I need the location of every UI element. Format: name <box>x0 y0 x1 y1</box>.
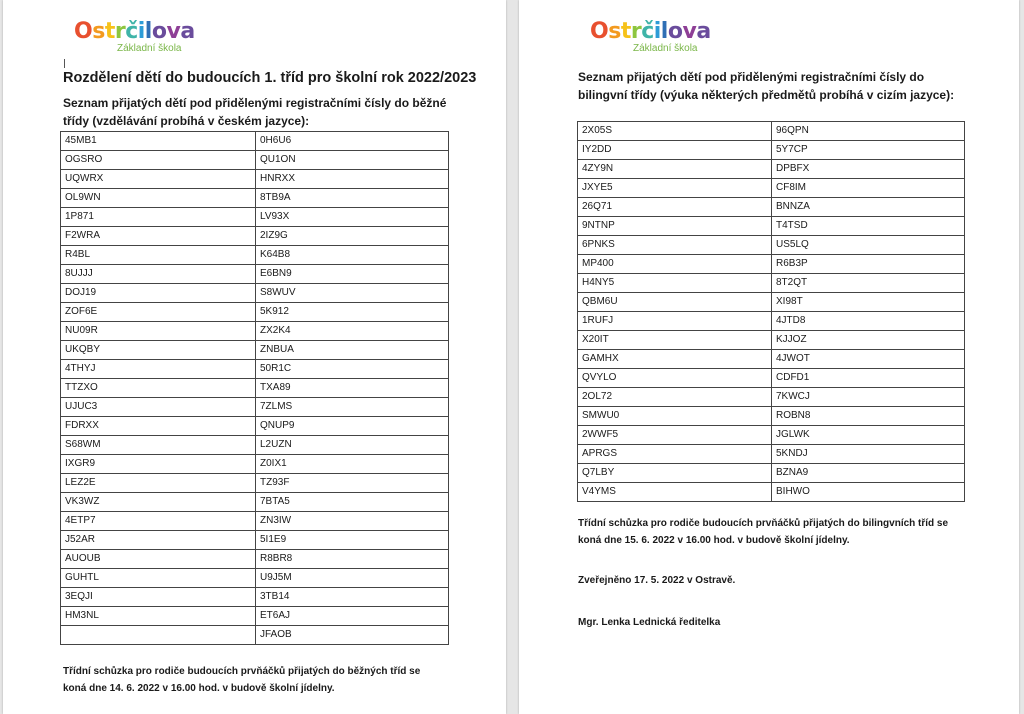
code-cell: IXGR9 <box>61 455 256 474</box>
regular-class-meeting-note <box>63 663 420 697</box>
code-cell: QNUP9 <box>256 417 449 436</box>
table-row <box>578 407 965 426</box>
code-cell: 2WWF5 <box>578 426 772 445</box>
code-cell: OGSRO <box>61 151 256 170</box>
code-cell: CDFD1 <box>772 369 965 388</box>
code-cell: 7ZLMS <box>256 398 449 417</box>
code-cell: 7BTA5 <box>256 493 449 512</box>
code-cell: BIHWO <box>772 483 965 502</box>
table-row <box>61 227 449 246</box>
logo-name: Ostrčilova <box>74 19 195 44</box>
bilingual-class-meeting-note <box>578 515 948 549</box>
code-cell: BNNZA <box>772 198 965 217</box>
code-cell: F2WRA <box>61 227 256 246</box>
code-cell: 7KWCJ <box>772 388 965 407</box>
code-cell: 4ETP7 <box>61 512 256 531</box>
code-cell: LV93X <box>256 208 449 227</box>
code-cell: 4JTD8 <box>772 312 965 331</box>
school-logo <box>74 21 195 55</box>
code-cell: 4ZY9N <box>578 160 772 179</box>
table-row <box>578 217 965 236</box>
code-cell: 8T2QT <box>772 274 965 293</box>
signature: Mgr. Lenka Lednická ředitelka <box>578 617 721 628</box>
code-cell: FDRXX <box>61 417 256 436</box>
code-cell: GAMHX <box>578 350 772 369</box>
code-cell: Q7LBY <box>578 464 772 483</box>
code-cell: 5Y7CP <box>772 141 965 160</box>
code-cell: QBM6U <box>578 293 772 312</box>
table-row <box>61 569 449 588</box>
table-row <box>578 445 965 464</box>
code-cell: QU1ON <box>256 151 449 170</box>
bilingual-class-intro <box>578 68 954 104</box>
code-cell: U9J5M <box>256 569 449 588</box>
table-row <box>578 312 965 331</box>
code-cell: JGLWK <box>772 426 965 445</box>
code-cell: V4YMS <box>578 483 772 502</box>
table-row <box>578 369 965 388</box>
table-row <box>61 132 449 151</box>
table-row <box>61 417 449 436</box>
code-cell: IY2DD <box>578 141 772 160</box>
table-row <box>578 464 965 483</box>
code-cell: T4TSD <box>772 217 965 236</box>
code-cell: DOJ19 <box>61 284 256 303</box>
code-cell: GUHTL <box>61 569 256 588</box>
note-line: koná dne 14. 6. 2022 v 16.00 hod. v budově školní jídelny. <box>63 683 335 694</box>
code-cell: ZN3IW <box>256 512 449 531</box>
bilingual-class-codes-table <box>577 121 965 502</box>
code-cell: L2UZN <box>256 436 449 455</box>
table-row <box>61 379 449 398</box>
table-row <box>61 303 449 322</box>
intro-line: bilingvní třídy (výuka některých předmětů probíhá v cizím jazyce): <box>578 88 955 102</box>
table-row <box>578 274 965 293</box>
note-line: koná dne 15. 6. 2022 v 16.00 hod. v budově školní jídelny. <box>578 535 850 546</box>
code-cell: K64B8 <box>256 246 449 265</box>
code-cell: 96QPN <box>772 122 965 141</box>
code-cell: ROBN8 <box>772 407 965 426</box>
school-logo <box>590 21 711 55</box>
table-row <box>578 255 965 274</box>
table-row <box>61 550 449 569</box>
note-line: Třídní schůzka pro rodiče budoucích prvňáčků přijatých do běžných tříd se <box>63 666 421 677</box>
table-row <box>61 284 449 303</box>
code-cell: 8TB9A <box>256 189 449 208</box>
table-row <box>61 474 449 493</box>
document-page-1 <box>3 0 506 714</box>
code-cell: XI98T <box>772 293 965 312</box>
table-row <box>578 331 965 350</box>
code-cell: SMWU0 <box>578 407 772 426</box>
code-cell: UKQBY <box>61 341 256 360</box>
code-cell: 45MB1 <box>61 132 256 151</box>
table-row <box>578 160 965 179</box>
code-cell: 2IZ9G <box>256 227 449 246</box>
code-cell: BZNA9 <box>772 464 965 483</box>
table-row <box>61 246 449 265</box>
intro-line: Seznam přijatých dětí pod přidělenými registračními čísly do <box>578 70 925 84</box>
table-row <box>61 531 449 550</box>
code-cell: KJJOZ <box>772 331 965 350</box>
code-cell: 3EQJI <box>61 588 256 607</box>
code-cell: 1RUFJ <box>578 312 772 331</box>
regular-class-codes-table <box>60 131 449 645</box>
note-line: Třídní schůzka pro rodiče budoucích prvňáčků přijatých do bilingvních tříd se <box>578 518 949 529</box>
code-cell: 9NTNP <box>578 217 772 236</box>
table-row <box>61 322 449 341</box>
page-title: Rozdělení dětí do budoucích 1. tříd pro školní rok 2022/2023 <box>63 70 477 86</box>
table-row <box>61 455 449 474</box>
code-cell: 5KNDJ <box>772 445 965 464</box>
table-row <box>61 265 449 284</box>
document-page-2 <box>519 0 1019 714</box>
code-cell: ZX2K4 <box>256 322 449 341</box>
code-cell: 6PNKS <box>578 236 772 255</box>
code-cell: MP400 <box>578 255 772 274</box>
code-cell: H4NY5 <box>578 274 772 293</box>
code-cell: 5K912 <box>256 303 449 322</box>
text-cursor <box>64 59 65 68</box>
code-cell: JFAOB <box>256 626 449 645</box>
code-cell: AUOUB <box>61 550 256 569</box>
table-row <box>578 426 965 445</box>
code-cell: QVYLO <box>578 369 772 388</box>
code-cell: TTZXO <box>61 379 256 398</box>
code-cell: DPBFX <box>772 160 965 179</box>
code-cell: HM3NL <box>61 607 256 626</box>
code-cell: 2X05S <box>578 122 772 141</box>
code-cell: CF8IM <box>772 179 965 198</box>
code-cell: J52AR <box>61 531 256 550</box>
table-row <box>61 398 449 417</box>
table-row <box>578 236 965 255</box>
code-cell: Z0IX1 <box>256 455 449 474</box>
table-row <box>61 588 449 607</box>
code-cell: ZNBUA <box>256 341 449 360</box>
code-cell: UQWRX <box>61 170 256 189</box>
code-cell: 50R1C <box>256 360 449 379</box>
code-cell: 4JWOT <box>772 350 965 369</box>
code-cell: LEZ2E <box>61 474 256 493</box>
code-cell: S8WUV <box>256 284 449 303</box>
table-row <box>61 208 449 227</box>
table-row <box>61 512 449 531</box>
table-row <box>61 626 449 645</box>
code-cell: US5LQ <box>772 236 965 255</box>
table-row <box>578 388 965 407</box>
code-cell: R4BL <box>61 246 256 265</box>
table-row <box>61 151 449 170</box>
code-cell <box>61 626 256 645</box>
logo-subtitle: Základní škola <box>633 43 698 54</box>
code-cell: APRGS <box>578 445 772 464</box>
code-cell: UJUC3 <box>61 398 256 417</box>
code-cell: R6B3P <box>772 255 965 274</box>
table-row <box>61 607 449 626</box>
code-cell: 1P871 <box>61 208 256 227</box>
table-row <box>578 122 965 141</box>
code-cell: R8BR8 <box>256 550 449 569</box>
regular-class-intro <box>63 94 446 130</box>
table-row <box>578 198 965 217</box>
code-cell: TXA89 <box>256 379 449 398</box>
code-cell: ET6AJ <box>256 607 449 626</box>
code-cell: JXYE5 <box>578 179 772 198</box>
code-cell: NU09R <box>61 322 256 341</box>
code-cell: ZOF6E <box>61 303 256 322</box>
code-cell: OL9WN <box>61 189 256 208</box>
code-cell: 0H6U6 <box>256 132 449 151</box>
code-cell: 26Q71 <box>578 198 772 217</box>
intro-line: třídy (vzdělávání probíhá v českém jazyce): <box>63 114 310 128</box>
table-row <box>61 360 449 379</box>
code-cell: 2OL72 <box>578 388 772 407</box>
code-cell: S68WM <box>61 436 256 455</box>
table-row <box>578 141 965 160</box>
code-cell: HNRXX <box>256 170 449 189</box>
code-cell: VK3WZ <box>61 493 256 512</box>
table-row <box>578 293 965 312</box>
logo-subtitle: Základní škola <box>117 43 182 54</box>
code-cell: X20IT <box>578 331 772 350</box>
table-row <box>578 350 965 369</box>
code-cell: TZ93F <box>256 474 449 493</box>
code-cell: 8UJJJ <box>61 265 256 284</box>
code-cell: 3TB14 <box>256 588 449 607</box>
table-row <box>61 493 449 512</box>
table-row <box>61 341 449 360</box>
code-cell: 4THYJ <box>61 360 256 379</box>
logo-name: Ostrčilova <box>590 19 711 44</box>
table-row <box>578 179 965 198</box>
table-row <box>61 436 449 455</box>
code-cell: 5I1E9 <box>256 531 449 550</box>
table-row <box>578 483 965 502</box>
publication-date: Zveřejněno 17. 5. 2022 v Ostravě. <box>578 575 736 586</box>
table-row <box>61 189 449 208</box>
intro-line: Seznam přijatých dětí pod přidělenými registračními čísly do běžné <box>63 96 447 110</box>
table-row <box>61 170 449 189</box>
code-cell: E6BN9 <box>256 265 449 284</box>
